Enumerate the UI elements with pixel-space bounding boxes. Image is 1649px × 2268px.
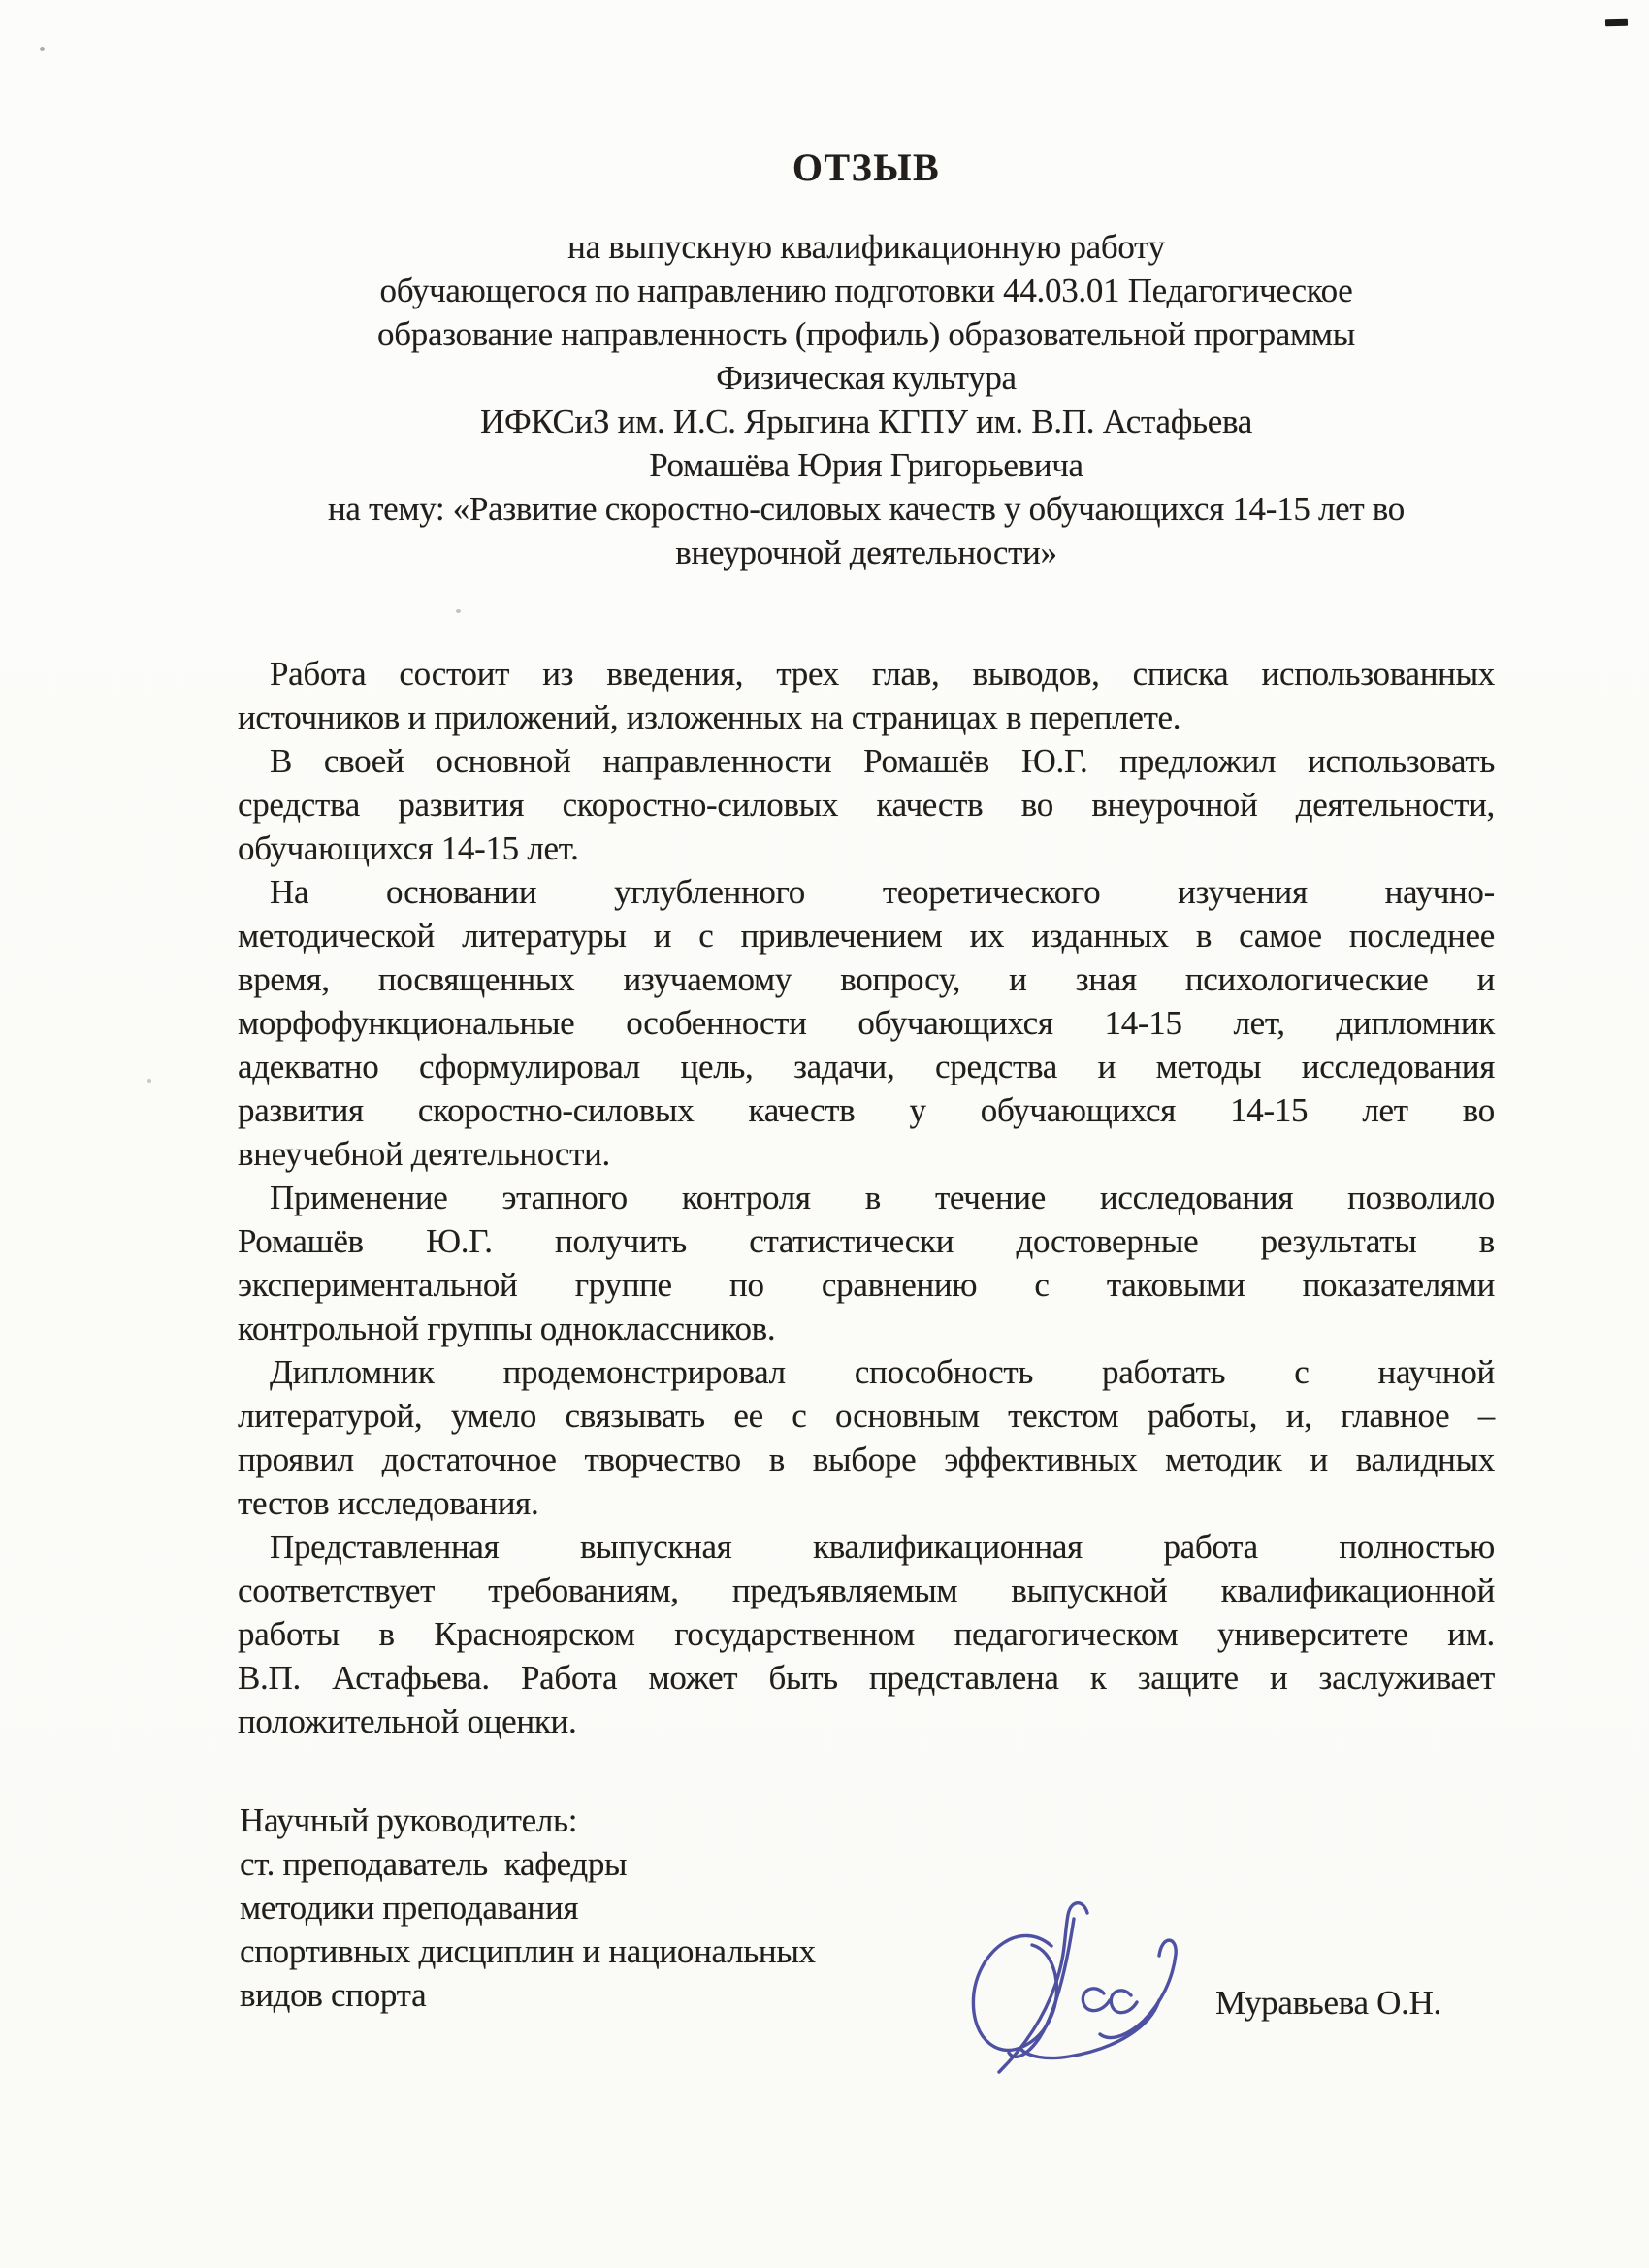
supervisor-info-block — [240, 1798, 816, 2017]
review-body — [238, 652, 1495, 1743]
supervisor-line: видов спорта — [240, 1976, 427, 2014]
scan-speck — [40, 47, 45, 51]
document-title: ОТЗЫВ — [792, 146, 941, 189]
scan-speck — [456, 609, 461, 613]
body-line: внеучебной деятельности. — [238, 1135, 610, 1173]
subtitle-line: ИФКСиЗ им. И.С. Ярыгина КГПУ им. В.П. Астафьева — [480, 403, 1252, 440]
subtitle-line: на выпускную квалификационную работу — [567, 228, 1165, 266]
body-line: На основании углубленного теоретического изучения научно- — [270, 873, 1495, 911]
subtitle-line: на тему: «Развитие скоростно-силовых качеств у обучающихся 14-15 лет во — [328, 490, 1405, 528]
signer-name: Муравьева О.Н. — [1215, 1984, 1442, 2022]
subtitle-line: Физическая культура — [716, 359, 1017, 397]
body-line: развития скоростно-силовых качеств у обучающихся 14-15 лет во — [238, 1091, 1495, 1129]
body-line: Представленная выпускная квалификационная работа полностью — [270, 1528, 1495, 1566]
body-line: проявил достаточное творчество в выборе эффективных методик и валидных — [238, 1441, 1495, 1478]
subtitle-line: обучающегося по направлению подготовки 44.03.01 Педагогическое — [379, 272, 1353, 309]
supervisor-line: спортивных дисциплин и национальных — [240, 1932, 816, 1970]
body-line: экспериментальной группе по сравнению с таковыми показателями — [238, 1266, 1495, 1304]
supervisor-line: методики преподавания — [240, 1889, 579, 1927]
body-line: положительной оценки. — [238, 1702, 577, 1740]
subtitle-line: Ромашёва Юрия Григорьевича — [649, 446, 1083, 484]
body-line: средства развития скоростно-силовых качеств во внеурочной деятельности, — [238, 786, 1495, 824]
subtitle-line: образование направленность (профиль) образовательной программы — [377, 315, 1355, 353]
body-line: адекватно сформулировал цель, задачи, средства и методы исследования — [238, 1048, 1495, 1085]
scan-speck — [147, 1079, 151, 1083]
body-line: тестов исследования. — [238, 1484, 539, 1522]
body-line: литературой, умело связывать ее с основным текстом работы, и, главное – — [238, 1397, 1495, 1435]
scan-dash-mark — [1605, 19, 1628, 27]
body-line: Дипломник продемонстрировал способность работать с научной — [270, 1353, 1495, 1391]
body-line: В.П. Астафьева. Работа может быть представлена к защите и заслуживает — [238, 1659, 1495, 1697]
body-line: Работа состоит из введения, трех глав, выводов, списка использованных — [270, 655, 1495, 693]
subtitle-line: внеурочной деятельности» — [675, 534, 1057, 571]
supervisor-line: ст. преподаватель кафедры — [240, 1845, 628, 1883]
body-line: обучающихся 14-15 лет. — [238, 829, 579, 867]
body-line: В своей основной направленности Ромашёв Ю.Г. предложил использовать — [270, 742, 1495, 780]
supervisor-line: Научный руководитель: — [240, 1801, 578, 1839]
body-line: морфофункциональные особенности обучающихся 14-15 лет, дипломник — [238, 1004, 1495, 1042]
body-line: методической литературы и с привлечением их изданных в самое последнее — [238, 917, 1495, 955]
body-line: время, посвященных изучаемому вопросу, и зная психологические и — [238, 960, 1495, 998]
body-line: Применение этапного контроля в течение исследования позволило — [270, 1179, 1495, 1216]
body-line: источников и приложений, изложенных на страницах в переплете. — [238, 698, 1181, 736]
body-line: Ромашёв Ю.Г. получить статистически достоверные результаты в — [238, 1222, 1495, 1260]
body-line: контрольной группы одноклассников. — [238, 1310, 776, 1347]
document-subtitle-block — [238, 225, 1495, 574]
body-line: работы в Красноярском государственном педагогическом университете им. — [238, 1615, 1495, 1653]
handwritten-signature — [960, 1894, 1209, 2080]
body-line: соответствует требованиям, предъявляемым выпускной квалификационной — [238, 1571, 1495, 1609]
